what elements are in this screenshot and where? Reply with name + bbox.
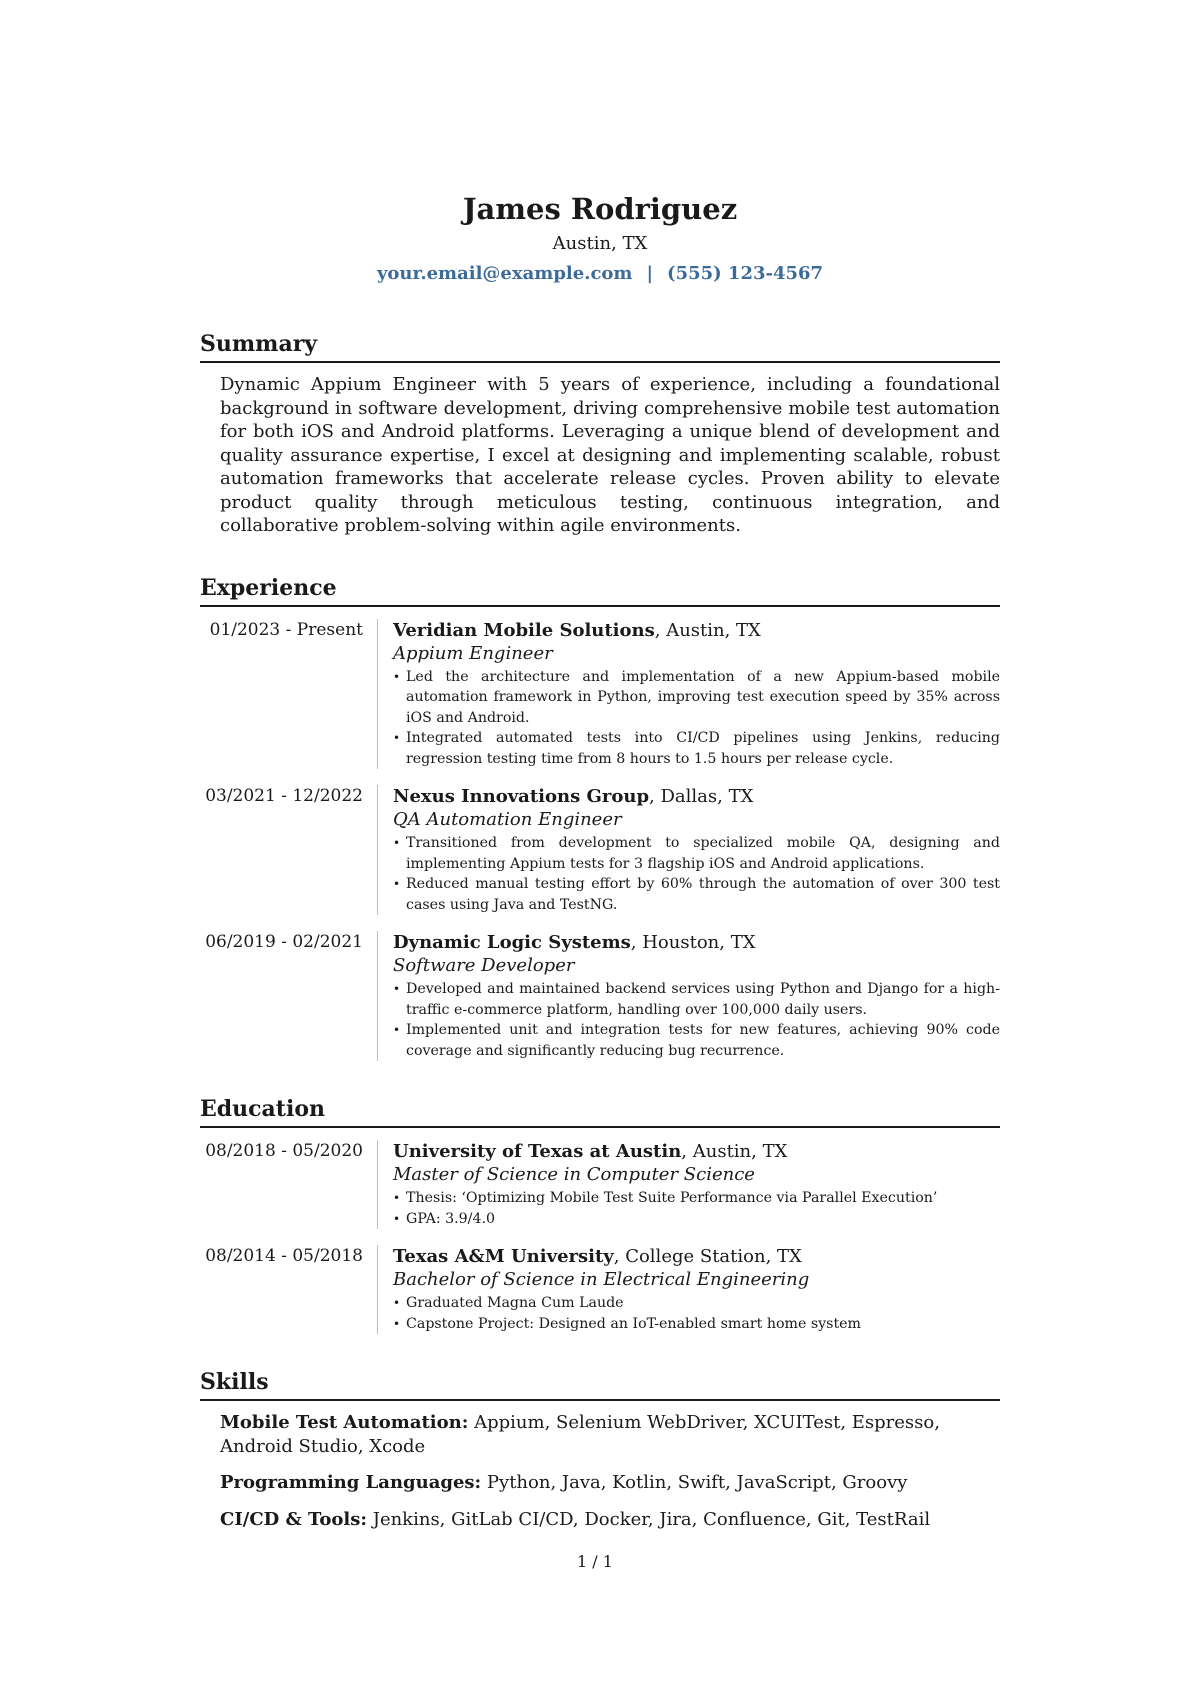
organization-place: , Austin, TX (654, 619, 761, 641)
skill-label: Programming Languages: (220, 1472, 482, 1493)
experience-title: Experience (200, 574, 1000, 607)
entry-body (377, 619, 1000, 770)
skills-list (220, 1411, 1000, 1531)
bullet-item: • Reduced manual testing effort by 60% through the automation of over 300 test cases using Java and TestNG. (393, 874, 1000, 915)
email-link[interactable]: your.email@example.com (376, 263, 633, 284)
education-title: Education (200, 1095, 1000, 1128)
bullet-item: • Integrated automated tests into CI/CD pipelines using Jenkins, reducing regression testing time from 8 hours to 1.5 hours per release cycle. (393, 728, 1000, 769)
bullet-item: • Capstone Project: Designed an IoT-enabled smart home system (393, 1314, 1000, 1335)
entry-date: 03/2021 - 12/2022 (205, 786, 363, 806)
skill-value: Jenkins, GitLab CI/CD, Docker, Jira, Confluence, Git, TestRail (367, 1508, 931, 1530)
skill-label: CI/CD & Tools: (220, 1508, 367, 1530)
entry-organization (393, 931, 1000, 954)
entry-bullets (393, 667, 1000, 770)
experience-section (200, 574, 1000, 1062)
skills-title: Skills (200, 1368, 1000, 1401)
phone-link[interactable]: (555) 123-4567 (667, 263, 824, 284)
education-entry (200, 1245, 1000, 1334)
organization-name: University of Texas at Austin (393, 1141, 682, 1162)
candidate-location: Austin, TX (552, 233, 648, 254)
entry-organization (393, 1140, 1000, 1163)
entry-role: Software Developer (393, 955, 575, 976)
entry-bullets (393, 1293, 1000, 1334)
organization-place: , Dallas, TX (649, 786, 754, 807)
experience-entry (200, 619, 1000, 770)
skill-value: Appium, Selenium WebDriver, XCUITest, Espresso, Android Studio, Xcode (220, 1412, 940, 1457)
education-section (200, 1095, 1000, 1334)
bullet-item: • Transitioned from development to specialized mobile QA, designing and implementing Appium tests for 3 flagship iOS and Android applications. (393, 833, 1000, 874)
entry-role: QA Automation Engineer (393, 809, 622, 830)
entry-date: 08/2014 - 05/2018 (205, 1246, 363, 1266)
organization-name: Texas A&M University (393, 1246, 614, 1267)
education-entry (200, 1140, 1000, 1229)
skills-section (200, 1368, 1000, 1531)
skill-line (220, 1471, 1000, 1495)
skill-line (220, 1508, 1000, 1532)
skill-label: Mobile Test Automation: (220, 1412, 469, 1433)
entry-degree: Master of Science in Computer Science (393, 1164, 755, 1185)
skill-value: Python, Java, Kotlin, Swift, JavaScript, Groovy (481, 1472, 908, 1493)
entry-organization (393, 1245, 1000, 1268)
entry-date: 01/2023 - Present (209, 619, 363, 640)
bullet-item: • Thesis: ‘Optimizing Mobile Test Suite Performance via Parallel Execution’ (393, 1188, 1000, 1209)
contact-separator: | (646, 263, 654, 284)
summary-text: Dynamic Appium Engineer with 5 years of experience, including a foundational background in software development, driving comprehensive mobile test automation for both iOS and Android platforms. Leveraging a unique blend of development and quality assurance expertise, I excel at designing and implementing scalable, robust automation frameworks that accelerate release cycles. Proven ability to elevate product quality through meticulous testing, continuous integration, and collaborative problem-solving within agile environments. (220, 374, 1000, 536)
entry-date: 06/2019 - 02/2021 (205, 932, 363, 952)
resume-header (200, 190, 1000, 286)
summary-section (200, 330, 1000, 538)
entry-body (377, 1140, 1000, 1229)
summary-title: Summary (200, 330, 1000, 363)
organization-place: , Houston, TX (630, 932, 756, 953)
entry-bullets (393, 833, 1000, 915)
organization-name: Veridian Mobile Solutions (393, 619, 655, 641)
bullet-item: • GPA: 3.9/4.0 (393, 1209, 1000, 1230)
organization-name: Nexus Innovations Group (393, 786, 650, 807)
experience-entry (200, 785, 1000, 915)
candidate-name: James Rodriguez (462, 192, 738, 226)
entry-date: 08/2018 - 05/2020 (205, 1141, 363, 1161)
skill-line (220, 1411, 1000, 1458)
entry-body (377, 785, 1000, 915)
bullet-item: • Graduated Magna Cum Laude (393, 1293, 1000, 1314)
bullet-item: • Led the architecture and implementation of a new Appium-based mobile automation framework in Python, improving test execution speed by 35% across iOS and Android. (393, 667, 1000, 729)
organization-name: Dynamic Logic Systems (393, 932, 631, 953)
bullet-item: • Developed and maintained backend services using Python and Django for a high-traffic e-commerce platform, handling over 100,000 daily users. (393, 979, 1000, 1020)
entry-body (377, 1245, 1000, 1334)
entry-degree: Bachelor of Science in Electrical Engineering (393, 1269, 810, 1290)
entry-body (377, 931, 1000, 1061)
resume-page (200, 190, 1000, 1531)
organization-place: , College Station, TX (613, 1246, 802, 1267)
entry-role: Appium Engineer (393, 642, 553, 664)
bullet-item: • Implemented unit and integration tests for new features, achieving 90% code coverage and significantly reducing bug recurrence. (393, 1020, 1000, 1061)
entry-bullets (393, 1188, 1000, 1229)
entry-organization (393, 619, 1000, 642)
organization-place: , Austin, TX (681, 1141, 788, 1162)
page-number: 1 / 1 (577, 1552, 613, 1571)
contact-line (200, 262, 1000, 286)
entry-organization (393, 785, 1000, 808)
entry-bullets (393, 979, 1000, 1061)
experience-entry (200, 931, 1000, 1061)
